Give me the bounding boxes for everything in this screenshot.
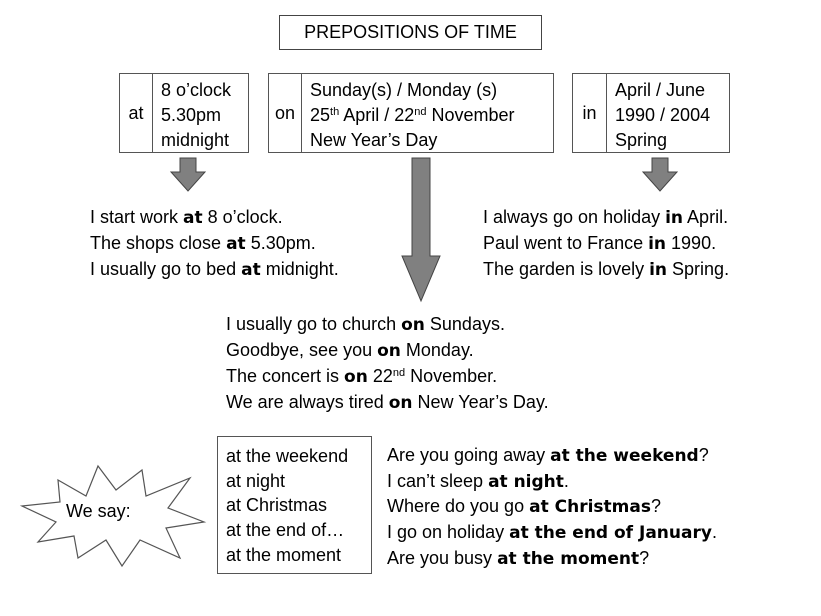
we-say-example-line — [387, 443, 717, 469]
on-box — [268, 73, 554, 153]
at-example-line — [90, 205, 339, 231]
in-box-item: 1990 / 2004 — [615, 105, 711, 125]
example-suffix: nd — [392, 367, 406, 379]
example-keyword: on — [388, 393, 413, 413]
example-text: Where do you go — [387, 496, 530, 517]
on-box-items — [302, 74, 515, 152]
at-box-item: 8 o’clock — [161, 80, 232, 100]
example-text: April. — [683, 207, 729, 227]
example-keyword: on — [344, 367, 368, 387]
in-box — [572, 73, 730, 153]
on-examples — [226, 312, 549, 416]
on-box-item-dates — [310, 103, 515, 128]
at-examples — [90, 205, 339, 283]
example-text: . — [711, 522, 717, 543]
on-example-line — [226, 390, 549, 416]
arrow-down-icon — [642, 158, 678, 192]
example-keyword: at the end of January — [509, 523, 712, 544]
at-box-word: at — [120, 74, 153, 152]
on-example-line — [226, 364, 549, 390]
example-text: I can’t sleep — [387, 470, 489, 491]
at-example-line — [90, 231, 339, 257]
page-title-text: PREPOSITIONS OF TIME — [304, 22, 517, 42]
at-box-items — [153, 74, 231, 152]
example-keyword: in — [648, 234, 667, 254]
example-keyword: in — [665, 208, 684, 228]
example-text: 1990. — [666, 233, 717, 253]
in-example-line — [483, 231, 729, 257]
we-say-example-line — [387, 469, 717, 495]
example-text: November. — [405, 366, 498, 386]
on-box-date-end: November — [426, 105, 515, 125]
example-text: The shops close — [90, 233, 227, 253]
arrow-down-icon — [401, 158, 441, 302]
example-text: . — [563, 470, 569, 491]
in-box-item: April / June — [615, 80, 706, 100]
example-text: ? — [639, 547, 650, 568]
on-example-line — [226, 312, 549, 338]
example-text: Sundays. — [424, 314, 505, 334]
we-say-label: We say: — [66, 501, 131, 521]
in-box-items — [607, 74, 710, 152]
on-box-item: New Year’s Day — [310, 130, 438, 150]
at-box — [119, 73, 249, 153]
example-text: I usually go to church — [226, 314, 402, 334]
example-keyword: at the weekend — [550, 446, 699, 466]
we-say-examples — [387, 443, 717, 572]
we-say-phrase: at Christmas — [226, 495, 328, 516]
example-text: The garden is lovely — [483, 259, 650, 279]
example-text: I always go on holiday — [483, 207, 666, 227]
example-text: Monday. — [400, 340, 474, 360]
we-say-phrase: at the weekend — [226, 446, 349, 466]
on-box-item: Sunday(s) / Monday (s) — [310, 80, 498, 100]
example-keyword: in — [649, 260, 668, 280]
example-keyword: on — [377, 341, 401, 361]
example-text: 22 — [367, 366, 393, 386]
example-keyword: at Christmas — [529, 497, 651, 518]
we-say-phrase: at the moment — [226, 544, 342, 565]
on-example-line — [226, 338, 549, 364]
example-keyword: at the moment — [497, 548, 640, 569]
example-text: I go on holiday — [387, 522, 510, 543]
example-text: ? — [698, 445, 709, 465]
on-box-date-suffix: th — [330, 106, 340, 118]
on-box-date-suffix: nd — [414, 106, 427, 118]
example-keyword: at night — [488, 471, 564, 492]
we-say-phrases — [218, 437, 371, 568]
page-title — [279, 15, 542, 50]
example-text: I start work — [90, 207, 184, 227]
example-keyword: at — [183, 208, 203, 228]
at-box-item: midnight — [161, 130, 230, 150]
we-say-phrases-box — [217, 436, 372, 574]
in-box-word: in — [573, 74, 607, 152]
example-text: 8 o’clock. — [202, 207, 283, 227]
we-say-phrase: at night — [226, 470, 286, 491]
in-example-line — [483, 257, 729, 283]
example-keyword: on — [401, 315, 425, 335]
example-text: I usually go to bed — [90, 259, 242, 279]
example-text: We are always tired — [226, 392, 389, 412]
example-text: Are you going away — [387, 445, 551, 465]
we-say-example-line — [387, 494, 717, 520]
on-box-date-mid: April / 22 — [339, 105, 415, 125]
in-example-line — [483, 205, 729, 231]
example-text: Spring. — [667, 259, 730, 279]
on-box-date-day: 25 — [310, 105, 331, 125]
we-say-example-line — [387, 546, 717, 572]
example-text: Are you busy — [387, 547, 498, 568]
example-text: midnight. — [260, 259, 339, 279]
on-box-word: on — [269, 74, 302, 152]
example-text: The concert is — [226, 366, 345, 386]
we-say-example-line — [387, 520, 717, 546]
at-example-line — [90, 257, 339, 283]
example-keyword: at — [241, 260, 261, 280]
example-text: Paul went to France — [483, 233, 649, 253]
at-box-item: 5.30pm — [161, 105, 222, 125]
example-keyword: at — [226, 234, 246, 254]
in-examples — [483, 205, 729, 283]
we-say-phrase: at the end of… — [226, 520, 345, 541]
in-box-item: Spring — [615, 130, 668, 150]
example-text: 5.30pm. — [245, 233, 316, 253]
example-text: Goodbye, see you — [226, 340, 378, 360]
arrow-down-icon — [170, 158, 206, 192]
example-text: ? — [650, 496, 661, 517]
example-text: New Year’s Day. — [412, 392, 549, 412]
